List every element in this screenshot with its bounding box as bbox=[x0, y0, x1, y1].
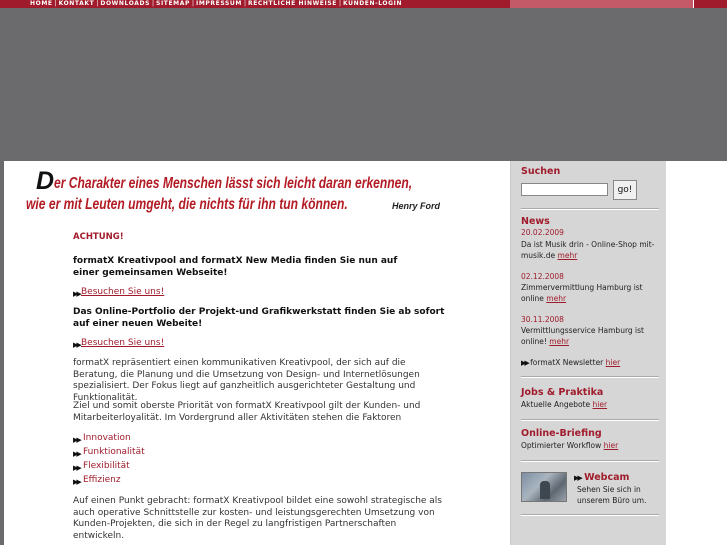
double-arrow-icon: ▶▶ bbox=[73, 464, 80, 472]
double-arrow-icon: ▶▶ bbox=[521, 359, 528, 367]
priority-paragraph: Ziel und somit oberste Priorität von formatX Kreativpool gilt der Kunden- und Mitarbeiterloyalität. Im Vordergrund aller Aktivitäten stehen die Faktoren bbox=[73, 401, 421, 423]
newsletter-link[interactable]: hier bbox=[605, 358, 621, 367]
header-banner bbox=[4, 8, 727, 161]
webcam-heading[interactable]: Webcam bbox=[584, 472, 630, 483]
newsletter-text: formatX Newsletter bbox=[530, 358, 604, 367]
news-date: 02.12.2008 bbox=[521, 272, 564, 281]
sidebar-divider bbox=[521, 208, 659, 210]
double-arrow-icon: ▶▶ bbox=[574, 474, 581, 482]
nav-separator: | bbox=[192, 0, 195, 7]
double-arrow-icon: ▶▶ bbox=[73, 341, 80, 349]
news-text: Vermittlungsservice Hamburg ist online! bbox=[521, 326, 644, 346]
sidebar-divider bbox=[521, 514, 659, 516]
sidebar-divider bbox=[521, 460, 659, 462]
nav-sitemap[interactable]: SITEMAP bbox=[156, 0, 190, 7]
visit-link-1[interactable]: Besuchen Sie uns! bbox=[81, 287, 165, 297]
content-area bbox=[4, 161, 510, 545]
double-arrow-icon: ▶▶ bbox=[73, 436, 80, 444]
visit-link-2[interactable]: Besuchen Sie uns! bbox=[81, 338, 165, 348]
nav-downloads[interactable]: DOWNLOADS bbox=[100, 0, 150, 7]
jobs-text: Aktuelle Angebote bbox=[521, 400, 591, 409]
sidebar-divider bbox=[521, 376, 659, 378]
nav-kunden-login[interactable]: KUNDEN-LOGIN bbox=[342, 0, 403, 7]
nav-kontakt[interactable]: KONTAKT bbox=[58, 0, 95, 7]
factor-effizienz[interactable]: Effizienz bbox=[83, 475, 121, 485]
news-heading: News bbox=[521, 216, 550, 227]
intro-paragraph: formatX repräsentiert einen kommunikativen Kreativpool, der sich auf die Beratung, die Planung und die Umsetzung von Design- und Internetlösungen spezialisiert. Der Fokus liegt auf ganzheitlich ausgerichteter Gestaltung und Funktionalität. bbox=[73, 358, 420, 403]
news-text: Zimmervermittlung Hamburg ist online bbox=[521, 283, 643, 303]
jobs-heading[interactable]: Jobs & Praktika bbox=[521, 387, 604, 398]
briefing-text: Optimierter Workflow bbox=[521, 441, 602, 450]
search-input[interactable] bbox=[521, 183, 608, 196]
jobs-link[interactable]: hier bbox=[592, 400, 608, 409]
webcam-text: Sehen Sie sich in unserem Büro um. bbox=[577, 485, 647, 505]
factor-innovation[interactable]: Innovation bbox=[83, 433, 131, 443]
factor-flexibilitaet[interactable]: Flexibilität bbox=[83, 461, 130, 471]
warning-heading: ACHTUNG! bbox=[73, 232, 124, 242]
nav-separator: | bbox=[243, 0, 246, 7]
news-item bbox=[521, 282, 646, 304]
nav-impressum[interactable]: IMPRESSUM bbox=[196, 0, 242, 7]
double-arrow-icon: ▶▶ bbox=[73, 478, 80, 486]
nav-rechtliche-hinweise[interactable]: RECHTLICHE HINWEISE bbox=[248, 0, 337, 7]
double-arrow-icon: ▶▶ bbox=[73, 290, 80, 298]
quote-dropcap: D bbox=[36, 167, 55, 195]
news-item bbox=[521, 239, 661, 261]
briefing-line bbox=[521, 440, 661, 451]
notice-2: Das Online-Portfolio der Projekt-und Grafikwerkstatt finden Sie ab sofort auf einer neuen Webeite! bbox=[73, 307, 445, 329]
quote-line-1: er Charakter eines Menschen lässt sich leicht daran erkennen, bbox=[54, 175, 413, 192]
top-bar-divider bbox=[693, 0, 694, 8]
news-more-link[interactable]: mehr bbox=[549, 337, 570, 346]
quote-line-2: wie er mit Leuten umgeht, die nichts für ihn tun können. bbox=[26, 196, 348, 213]
news-date: 30.11.2008 bbox=[521, 315, 564, 324]
news-more-link[interactable]: mehr bbox=[557, 251, 578, 260]
notice-1: formatX Kreativpool and formatX New Media finden Sie nun auf einer gemeinsamen Webseite! bbox=[73, 256, 398, 278]
nav-separator: | bbox=[338, 0, 341, 7]
briefing-heading[interactable]: Online-Briefing bbox=[521, 428, 602, 439]
factor-funktionalitaet[interactable]: Funktionalität bbox=[83, 447, 145, 457]
news-date: 20.02.2009 bbox=[521, 228, 564, 237]
briefing-link[interactable]: hier bbox=[603, 441, 619, 450]
news-text: Da ist Musik drin - Online-Shop mit-musik.de bbox=[521, 240, 655, 260]
summary-paragraph: Auf einen Punkt gebracht: formatX Kreativpool bildet eine sowohl strategische als auch operative Schnittstelle zur kosten- und leistungsgerechten Umsetzung von Kunden-Projekten, die sich in der Regel zu langfristigen Partnerschaften entwickeln. bbox=[73, 496, 442, 541]
sidebar bbox=[510, 161, 666, 545]
news-more-link[interactable]: mehr bbox=[546, 294, 567, 303]
newsletter-line bbox=[521, 357, 661, 369]
double-arrow-icon: ▶▶ bbox=[73, 450, 80, 458]
nav-separator: | bbox=[152, 0, 155, 7]
news-item bbox=[521, 325, 651, 347]
quote-author: Henry Ford bbox=[392, 201, 441, 211]
webcam-thumbnail[interactable] bbox=[521, 472, 567, 502]
top-bar-accent bbox=[510, 0, 693, 8]
search-heading: Suchen bbox=[521, 166, 561, 177]
nav-home[interactable]: HOME bbox=[30, 0, 53, 7]
right-margin bbox=[666, 161, 727, 545]
jobs-line bbox=[521, 399, 661, 410]
webcam-heading-line bbox=[574, 472, 664, 483]
nav-separator: | bbox=[54, 0, 57, 7]
sidebar-divider bbox=[521, 419, 659, 421]
nav-separator: | bbox=[96, 0, 99, 7]
search-button[interactable]: go! bbox=[613, 180, 637, 200]
top-nav bbox=[30, 0, 402, 8]
